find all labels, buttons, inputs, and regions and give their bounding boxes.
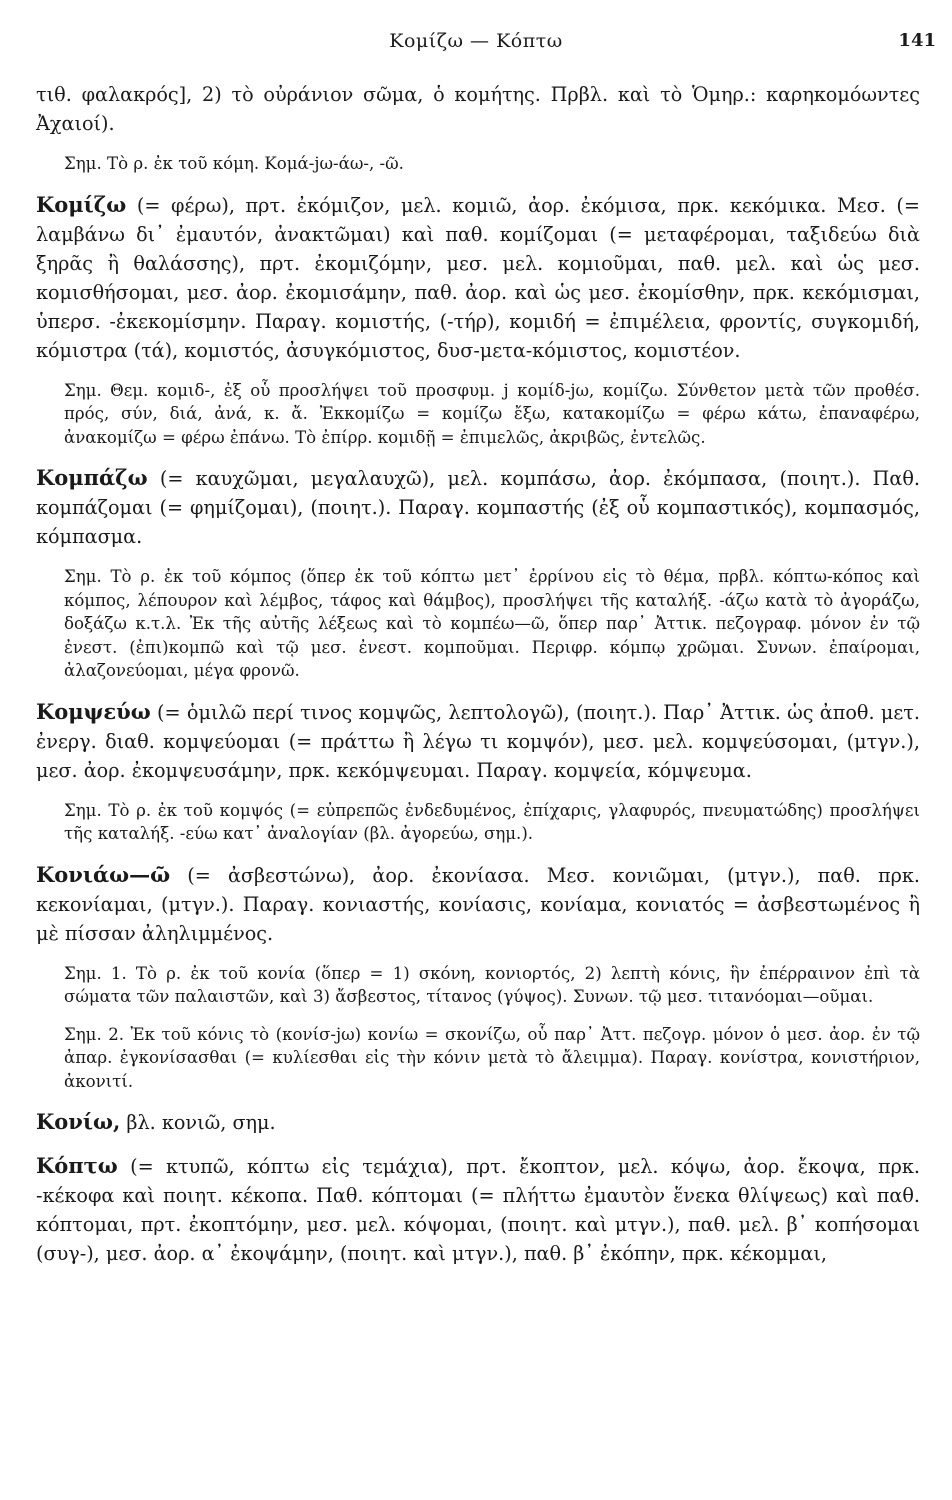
entry-koniao [36,860,920,948]
note-kompseuo [36,799,920,846]
note-text: Σημ. Τὸ ρ. ἐκ τοῦ κόμη. Κομά-jω-άω-, -ῶ. [64,154,404,173]
headword: Κομίζω [36,191,127,217]
note-text: Σημ. Τὸ ρ. ἐκ τοῦ κομψός (= εὐπρεπῶς ἐνδεδυμένος, ἐπίχαρις, γλαφυρός, πνευματώδης) προσλήψει τῆς καταλήξ. -εύω κατ᾽ ἀναλογίαν (βλ. ἀγορεύω, σημ.). [64,800,920,843]
headword: Κομπάζω [36,465,148,490]
headword: Κονίω, [36,1109,121,1134]
page-number: 141 [898,30,936,51]
note-koniao-1 [36,962,920,1009]
entry-text: τιθ. φαλακρός], 2) τὸ οὐράνιον σῶμα, ὁ κομήτης. Πρβλ. καὶ τὸ Ὁμηρ.: καρηκομόωντες Ἀχαιοί). [36,83,920,135]
running-title: Κομίζω — Κόπτω [389,30,563,52]
entry-kompseuo [36,697,920,785]
running-head [0,26,952,56]
entry-text: (= καυχῶμαι, μεγαλαυχῶ), μελ. κομπάσω, ἀορ. ἐκόμπασα, (ποιητ.). Παθ. κομπάζομαι (= φημίζομαι), (ποιητ.). Παραγ. κομπαστής (ἐξ οὗ κομπαστικός), κομπασμός, κόμπασμα. [36,467,920,548]
note-text: Σημ. 2. Ἐκ τοῦ κόνις τὸ (κονίσ-jω) κονίω = σκονίζω, οὗ παρ᾽ Ἀττ. πεζογρ. μόνον ὁ μεσ. ἀορ. ἐν τῷ ἀπαρ. ἐγκονίσασθαι (= κυλίεσθαι εἰς τὴν κόνιν μετὰ τὸ ἄλειμμα). Παραγ. κονίστρα, κονιστήριον, ἀκονιτί. [64,1024,920,1091]
entry-kopto [36,1151,920,1268]
entry-continuation [36,80,920,138]
note-koniao-2 [36,1023,920,1094]
entry-text: (= ἀσβεστώνω), ἀορ. ἐκονίασα. Μεσ. κονιῶμαι, (μτγν.), παθ. πρκ. κεκονίαμαι, (μτγν.). Παραγ. κονιαστής, κονίασις, κονίαμα, κονιατός = ἀσβεστωμένος ἢ μὲ πίσσαν ἀληλιμμένος. [36,863,920,945]
note-text: Σημ. Θεμ. κομιδ-, ἐξ οὗ προσλήψει τοῦ προσφυμ. j κομίδ-jω, κομίζω. Σύνθετον μετὰ τῶν προθέσ. πρός, σύν, διά, ἀνά, κ. ἄ. Ἐκκομίζω = κομίζω ἔξω, κατακομίζω = φέρω κάτω, ἐπαναφέρω, ἀνακομίζω = φέρω ἐπάνω. Τὸ ἐπίρρ. κομιδῇ = ἐπιμελῶς, ἀκριβῶς, ἐντελῶς. [64,380,920,447]
entry-konio [36,1107,920,1137]
entry-komizo [36,190,920,365]
note-komizo [36,379,920,450]
note-kompazo [36,565,920,683]
headword: Κόπτω [36,1153,118,1178]
headword: Κομψεύω [36,698,151,724]
entry-text: (= ὁμιλῶ περί τινος κομψῶς, λεπτολογῶ), (ποιητ.). Παρ᾽ Ἀττικ. ὡς ἀποθ. μετ. ἐνεργ. διαθ. κομψεύομαι (= πράττω ἢ λέγω τι κομψόν), μεσ. μελ. κομψεύσομαι, (μτγν.), μεσ. ἀορ. ἐκομψευσάμην, πρκ. κεκόμψευμαι. Παραγ. κομψεία, κόμψευμα. [36,700,920,782]
note-prev [36,152,920,176]
entries-column [36,80,920,1282]
entry-text: (= φέρω), πρτ. ἐκόμιζον, μελ. κομιῶ, ἀορ. ἐκόμισα, πρκ. κεκόμικα. Μεσ. (= λαμβάνω δι᾽ ἐμαυτόν, ἀνακτῶμαι) καὶ παθ. κομίζομαι (= μεταφέρομαι, ταξιδεύω διὰ ξηρᾶς ἢ θαλάσσης), πρτ. ἐκομιζόμην, μεσ. μελ. κομιοῦμαι, παθ. μελ. καὶ ὡς μεσ. κομισθήσομαι, μεσ. ἀορ. ἐκομισάμην, παθ. ἀορ. καὶ ὡς μεσ. ἐκομίσθην, πρκ. κεκόμισμαι, ὑπερσ. -ἐκεκομίσμην. Παραγ. κομιστής, (-τήρ), κομιδή = ἐπιμέλεια, φροντίς, συγκομιδή, κόμιστρα (τά), κομιστός, ἀσυγκόμιστος, δυσ-μετα-κόμιστος, κομιστέον. [36,193,920,362]
entry-text: βλ. κονιῶ, σημ. [126,1111,276,1134]
note-text: Σημ. Τὸ ρ. ἐκ τοῦ κόμπος (ὅπερ ἐκ τοῦ κόπτω μετ᾽ ἐρρίνου εἰς τὸ θέμα, πρβλ. κόπτω-κόπος καὶ κόμπος, λέπουρον καὶ λέμβος, τάφος καὶ θάμβος), προσλήψει τῆς καταλήξ. -άζω κατὰ τὸ ἀγοράζω, δοξάζω κ.τ.λ. Ἐκ τῆς αὐτῆς λέξεως καὶ τὸ κομπέω—ῶ, ὅπερ παρ᾽ Ἀττικ. πεζογραφ. μόνον ἐν τῷ ἐνεστ. (ἐπι)κομπῶ καὶ τῷ μεσ. ἐνεστ. κομποῦμαι. Περιφρ. κόμπῳ χρῶμαι. Συνων. ἐπαίρομαι, ἀλαζονεύομαι, μέγα φρονῶ. [64,567,920,680]
note-text: Σημ. 1. Τὸ ρ. ἐκ τοῦ κονία (ὅπερ = 1) σκόνη, κονιορτός, 2) λεπτὴ κόνις, ἣν ἐπέρραινον ἐπὶ τὰ σώματα τῶν παλαιστῶν, καὶ 3) ἄσβεστος, τίτανος (γύψος). Συνων. τῷ μεσ. τιτανόομαι—οῦμαι. [64,963,920,1006]
entry-text: (= κτυπῶ, κόπτω εἰς τεμάχια), πρτ. ἔκοπτον, μελ. κόψω, ἀορ. ἔκοψα, πρκ. -κέκοφα καὶ ποιητ. κέκοπα. Παθ. κόπτομαι (= πλήττω ἐμαυτὸν ἕνεκα θλίψεως) καὶ παθ. κόπτομαι, πρτ. ἐκοπτόμην, μεσ. μελ. κόψομαι, (ποιητ. καὶ μτγν.), παθ. μελ. β᾽ κοπήσομαι (συγ-), μεσ. ἀορ. α᾽ ἐκοψάμην, (ποιητ. καὶ μτγν.), παθ. β᾽ ἐκόπην, πρκ. κέκομμαι, [36,1155,920,1265]
entry-kompazo [36,463,920,551]
headword: Κονιάω—ῶ [36,861,171,887]
